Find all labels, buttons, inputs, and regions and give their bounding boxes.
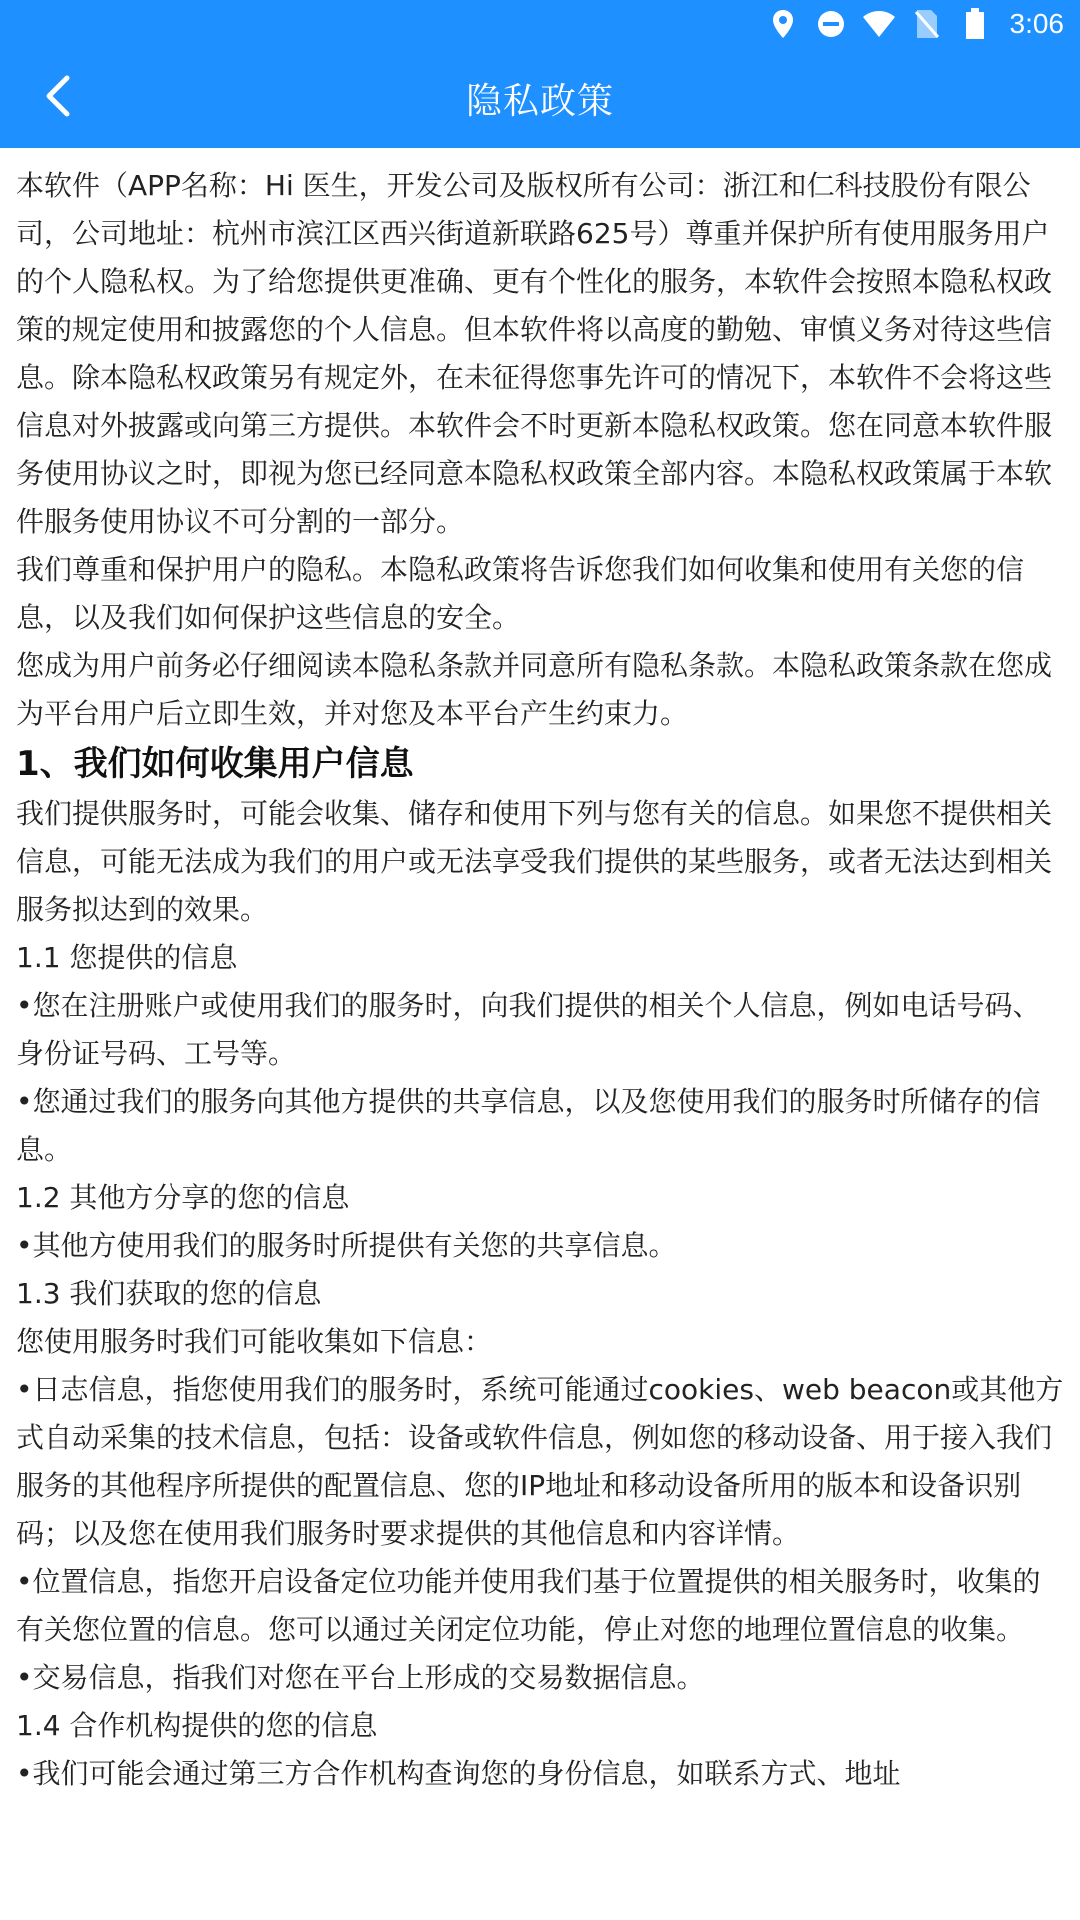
chevron-left-icon <box>41 74 75 122</box>
subsection-1-4: 1.4 合作机构提供的您的信息 <box>16 1709 378 1742</box>
read-carefully-paragraph: 您成为用户前务必仔细阅读本隐私条款并同意所有隐私条款。本隐私政策条款在您成为平台用户后立即生效，并对您及本平台产生约束力。 <box>16 649 1053 730</box>
subsection-1-1: 1.1 您提供的信息 <box>16 941 238 974</box>
privacy-policy-content[interactable] <box>0 148 1080 1920</box>
app-bar <box>0 0 1080 148</box>
subsection-1-2: 1.2 其他方分享的您的信息 <box>16 1181 350 1214</box>
no-sim-icon <box>910 7 944 41</box>
section-heading-collect-info: 1、我们如何收集用户信息 <box>16 744 414 784</box>
status-bar <box>0 0 1080 48</box>
dnd-icon <box>814 7 848 41</box>
subsection-1-3: 1.3 我们获取的您的信息 <box>16 1277 322 1310</box>
intro-paragraph: 本软件（APP名称：Hi 医生，开发公司及版权所有公司：浙江和仁科技股份有限公司，公司地址：杭州市滨江区西兴街道新联路625号）尊重并保护所有使用服务用户的个人隐私权。为了给您提供更准确、更有个性化的服务，本软件会按照本隐私权政策的规定使用和披露您的个人信息。但本软件将以高度的勤勉、审慎义务对待这些信息。除本隐私权政策另有规定外，在未征得您事先许可的情况下，本软件不会将这些信息对外披露或向第三方提供。本软件会不时更新本隐私权政策。您在同意本软件服务使用协议之时，即视为您已经同意本隐私权政策全部内容。本隐私权政策属于本软件服务使用协议不可分割的一部分。 <box>16 169 1053 538</box>
location-icon <box>766 7 800 41</box>
toolbar <box>0 48 1080 148</box>
bullet-location-info: •位置信息，指您开启设备定位功能并使用我们基于位置提供的相关服务时，收集的有关您位置的信息。您可以通过关闭定位功能，停止对您的地理位置信息的收集。 <box>16 1565 1041 1646</box>
bullet-other-party-info: •其他方使用我们的服务时所提供有关您的共享信息。 <box>16 1229 677 1262</box>
bullet-log-info: •日志信息，指您使用我们的服务时，系统可能通过cookies、web beacon或其他方式自动采集的技术信息，包括：设备或软件信息，例如您的移动设备、用于接入我们服务的其他程序所提供的配置信息、您的IP地址和移动设备所用的版本和设备识别码；以及您在使用我们服务时要求提供的其他信息和内容详情。 <box>16 1373 1064 1550</box>
page-title: 隐私政策 <box>465 80 614 122</box>
bullet-register-info: •您在注册账户或使用我们的服务时，向我们提供的相关个人信息，例如电话号码、身份证号码、工号等。 <box>16 989 1041 1070</box>
status-time: 3:06 <box>1009 8 1064 39</box>
wifi-icon <box>862 7 896 41</box>
bullet-shared-info: •您通过我们的服务向其他方提供的共享信息，以及您使用我们的服务时所储存的信息。 <box>16 1085 1041 1166</box>
collect-intro-paragraph: 我们提供服务时，可能会收集、储存和使用下列与您有关的信息。如果您不提供相关信息，可能无法成为我们的用户或无法享受我们提供的某些服务，或者无法达到相关服务拟达到的效果。 <box>16 797 1053 926</box>
collect-list-intro: 您使用服务时我们可能收集如下信息： <box>16 1325 493 1358</box>
battery-icon <box>958 7 992 41</box>
bullet-transaction-info: •交易信息，指我们对您在平台上形成的交易数据信息。 <box>16 1661 705 1694</box>
back-button[interactable] <box>18 58 98 138</box>
bullet-partner-info: •我们可能会通过第三方合作机构查询您的身份信息，如联系方式、地址 <box>16 1757 901 1790</box>
respect-privacy-paragraph: 我们尊重和保护用户的隐私。本隐私政策将告诉您我们如何收集和使用有关您的信息，以及我们如何保护这些信息的安全。 <box>16 553 1025 634</box>
